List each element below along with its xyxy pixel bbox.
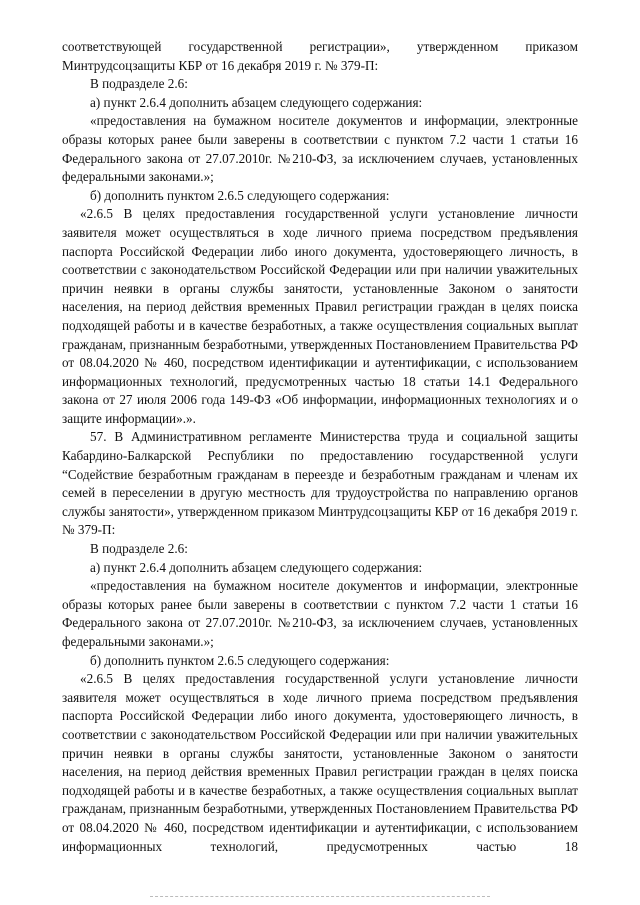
paragraph-subsection-heading: В подразделе 2.6:: [90, 76, 188, 92]
paragraph-quote-2-6-5: «2.6.5 В целях предоставления государственной услуги установление личности заявителя может осуществляться в ходе личного приема посредством предъявления паспорта Российской Федерации либо иного документа, удостоверяющего личность, в соответствии с законодательством Российской Федерации или при наличии уважительных причин неявки в органы службы занятости, установленные Законом о занятости населения, на период действия временных Правил регистрации граждан в целях поиска подходящей работы и в качестве безработных, а также осуществления социальных выплат гражданам, признанным безработными, утвержденных Постановлением Правительства РФ от 08.04.2020 № 460, посредством идентификации и аутентификации, с использованием информационных технологий, предусмотренных частью 18 статьи 14.1 Федерального закона от 27 июля 2006 года 149-ФЗ «Об информации, информационных технологиях и о защите информации».».: [62, 206, 578, 426]
paragraph-quote-2-6-4: «предоставления на бумажном носителе документов и информации, электронные образы которых ранее были заверены в соответствии с пунктом 7.2 части 1 статьи 16 Федерального закона от 27.07.2010г. №210-ФЗ, за исключением случаев, установленных федеральными законами.»;: [62, 113, 578, 185]
paragraph-quote-2-6-5: «2.6.5 В целях предоставления государственной услуги установление личности заявителя может осуществляться в ходе личного приема посредством предъявления паспорта Российской Федерации либо иного документа, удостоверяющего личность, в соответствии с законодательством Российской Федерации или при наличии уважительных причин неявки в органы службы занятости, установленные Законом о занятости населения, на период действия временных Правил регистрации граждан в целях поиска подходящей работы и в качестве безработных, а также осуществления социальных выплат гражданам, признанным безработными, утвержденных Постановлением Правительства РФ от 08.04.2020 № 460, посредством идентификации и аутентификации, с использованием информационных технологий, предусмотренных частью 18: [62, 671, 578, 854]
paragraph-item-b: б) дополнить пунктом 2.6.5 следующего содержания:: [90, 187, 390, 203]
paragraph-item-a: а) пункт 2.6.4 дополнить абзацем следующего содержания:: [90, 559, 423, 575]
paragraph-quote-2-6-4: «предоставления на бумажном носителе документов и информации, электронные образы которых ранее были заверены в соответствии с пунктом 7.2 части 1 статьи 16 Федерального закона от 27.07.2010г. №210-ФЗ, за исключением случаев, установленных федеральными законами.»;: [62, 578, 578, 649]
scan-edge-divider: [150, 896, 490, 897]
paragraph-subsection-heading: В подразделе 2.6:: [90, 541, 188, 557]
paragraph-continuation: соответствующей государственной регистрации», утвержденном приказом Минтрудсоцзащиты КБР от 16 декабря 2019 г. № 379-П:: [62, 39, 578, 73]
paragraph-item-57: 57. В Административном регламенте Министерства труда и социальной защиты Кабардино-Балкарской Республики по предоставлению государственной услуги “Содействие безработным гражданам в переезде и безработным гражданам и членам их семей в переселении в другую местность для трудоустройства по направлению органов службы занятости», утвержденном приказом Минтрудсоцзащиты КБР от 16 декабря 2019 г. № 379-П:: [62, 429, 578, 538]
paragraph-item-b: б) дополнить пунктом 2.6.5 следующего содержания:: [90, 652, 390, 668]
paragraph-item-a: а) пункт 2.6.4 дополнить абзацем следующего содержания:: [90, 94, 423, 110]
